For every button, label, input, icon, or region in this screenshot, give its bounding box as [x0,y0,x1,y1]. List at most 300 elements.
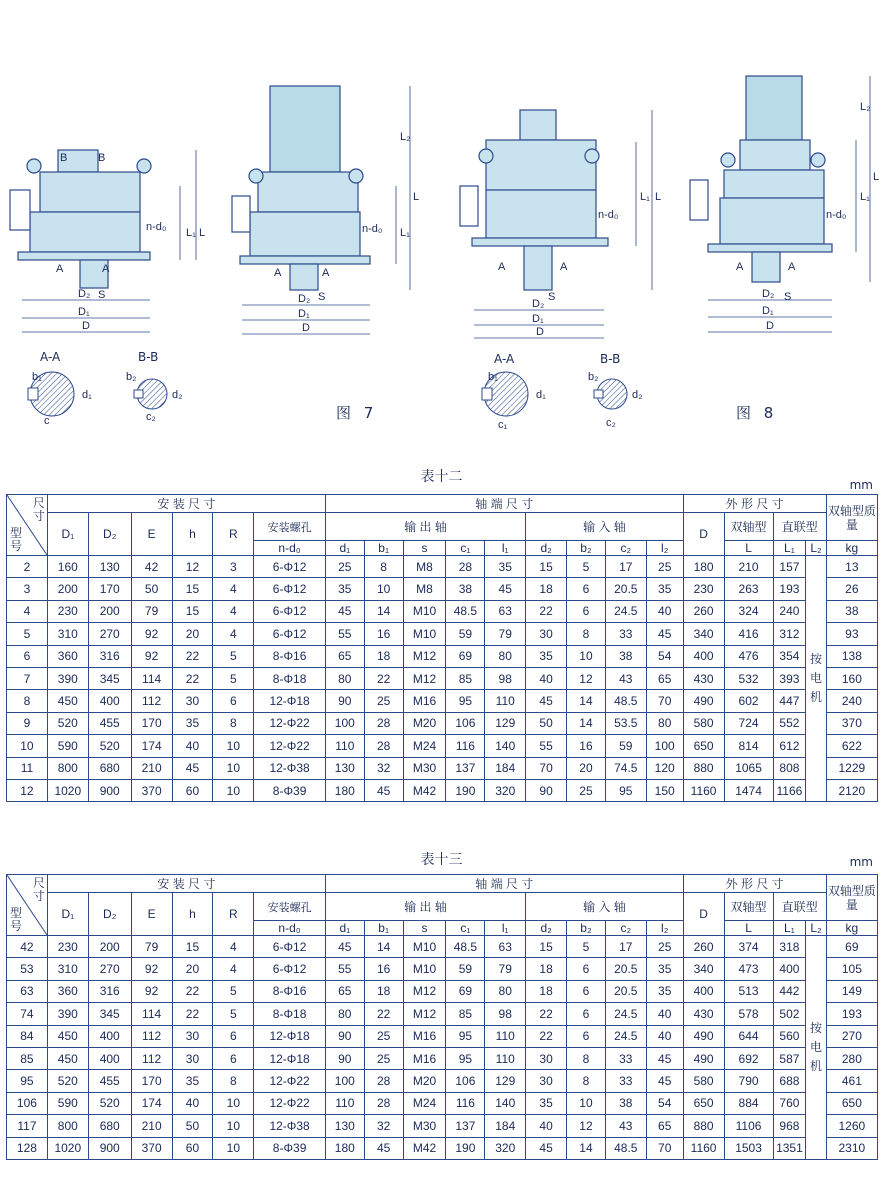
col-l2-in: l₂ [646,541,683,556]
value-cell: 65 [325,980,364,1002]
svg-text:b₂: b₂ [126,371,137,383]
value-cell: 92 [131,958,172,980]
value-cell: 70 [646,690,683,712]
value-cell: 587 [773,1047,806,1069]
table-row [7,1092,878,1114]
value-cell: 95 [446,1025,485,1047]
value-cell: 590 [47,1092,88,1114]
value-cell: 360 [47,980,88,1002]
svg-text:S: S [548,291,556,303]
value-cell: M42 [403,779,446,801]
model-cell: 9 [7,712,48,734]
table-row [7,936,878,958]
model-cell: 84 [7,1025,48,1047]
model-cell: 4 [7,600,48,622]
value-cell: M10 [403,623,446,645]
value-cell: 200 [47,578,88,600]
value-cell: 8 [567,1070,606,1092]
col-s: s [403,541,446,556]
value-cell: 455 [88,1070,131,1092]
value-cell: 106 [446,712,485,734]
value-cell: 18 [364,980,403,1002]
value-cell: 20.5 [605,578,646,600]
col-b2: b₂ [567,921,606,936]
value-cell: 520 [88,735,131,757]
value-cell: 17 [605,556,646,578]
svg-text:n-d₀: n-d₀ [146,221,167,233]
value-cell: 54 [646,1092,683,1114]
col-outline-d: D [683,893,724,936]
col-bolt-sub: n-d₀ [254,541,326,556]
header-inline: 直联型 [773,893,826,921]
col-bolt: 安装螺孔 [254,893,326,921]
value-cell: 110 [325,735,364,757]
table-row [7,1003,878,1025]
model-cell: 7 [7,667,48,689]
value-cell: 15 [526,556,567,578]
svg-text:D₁: D₁ [532,313,544,325]
col-outline-d: D [683,513,724,556]
header-output-shaft: 输 出 轴 [325,893,525,921]
value-cell: M16 [403,1047,446,1069]
section-label-bb-2: B-B [600,352,621,366]
value-cell: 1020 [47,779,88,801]
table-row [7,1025,878,1047]
value-cell: 65 [325,645,364,667]
value-cell: 45 [526,690,567,712]
svg-text:d₂: d₂ [172,389,183,401]
value-cell: 25 [567,779,606,801]
value-cell: 95 [605,779,646,801]
col-l1-out: l₁ [485,541,526,556]
table-row [7,980,878,1002]
value-cell: 8-Φ18 [254,1003,326,1025]
value-cell: 5 [213,667,254,689]
value-cell: 110 [325,1092,364,1114]
value-cell: 90 [325,690,364,712]
value-cell: 6-Φ12 [254,578,326,600]
value-cell: 28 [364,1092,403,1114]
value-cell: 310 [47,958,88,980]
value-cell: 260 [683,600,724,622]
model-cell: 117 [7,1115,48,1137]
value-cell: 30 [172,690,213,712]
col-c2: c₂ [605,541,646,556]
value-cell: 1503 [724,1137,773,1159]
header-shaft: 轴 端 尺 寸 [325,875,683,893]
value-cell: 513 [724,980,773,1002]
svg-text:d₁: d₁ [82,389,92,401]
col-length: L [724,541,773,556]
value-cell: 612 [773,735,806,757]
value-cell: 48.5 [446,600,485,622]
value-cell: 6 [213,1047,254,1069]
value-cell: 33 [605,623,646,645]
col-h: h [172,893,213,936]
motor-note-char: 机 [809,690,822,705]
value-cell: 400 [683,645,724,667]
svg-text:D: D [766,320,774,332]
value-cell: 110 [485,1047,526,1069]
value-cell: 10 [213,1092,254,1114]
value-cell: 90 [325,1025,364,1047]
value-cell: 40 [526,1115,567,1137]
value-cell: 650 [683,735,724,757]
svg-text:D: D [302,322,310,334]
header-mass: 双轴型质量 [826,875,877,921]
value-cell: 160 [47,556,88,578]
table-row [7,600,878,622]
value-cell: 1020 [47,1137,88,1159]
value-cell: 45 [646,1047,683,1069]
svg-text:n-d₀: n-d₀ [826,209,847,221]
section-label-aa-2: A-A [494,352,515,366]
value-cell: 50 [526,712,567,734]
value-cell: 92 [131,980,172,1002]
value-cell: 560 [773,1025,806,1047]
drawing-inline-7 [232,86,370,290]
col-b1: b₁ [364,921,403,936]
value-cell: 2310 [826,1137,877,1159]
value-cell: 98 [485,1003,526,1025]
value-cell: 790 [724,1070,773,1092]
value-cell: 6 [567,1025,606,1047]
value-cell: 240 [773,600,806,622]
value-cell: 808 [773,757,806,779]
value-cell: 30 [172,1047,213,1069]
col-d1: D₁ [47,513,88,556]
value-cell: 210 [724,556,773,578]
value-cell: 578 [724,1003,773,1025]
value-cell: 552 [773,712,806,734]
value-cell: 280 [826,1047,877,1069]
value-cell: 520 [47,712,88,734]
col-length2: L₂ [806,921,826,936]
svg-text:L₂: L₂ [400,131,411,143]
value-cell: 28 [364,1070,403,1092]
value-cell: 30 [526,623,567,645]
header-install: 安 装 尺 寸 [47,495,325,513]
value-cell: 270 [88,623,131,645]
value-cell: 1229 [826,757,877,779]
col-e: E [131,513,172,556]
value-cell: M20 [403,1070,446,1092]
value-cell: 140 [485,1092,526,1114]
value-cell: 92 [131,623,172,645]
value-cell: 814 [724,735,773,757]
model-cell: 53 [7,958,48,980]
svg-text:B: B [60,152,68,164]
value-cell: 644 [724,1025,773,1047]
value-cell: 137 [446,757,485,779]
col-mass-unit: kg [826,541,877,556]
value-cell: 1166 [773,779,806,801]
value-cell: M16 [403,1025,446,1047]
value-cell: 490 [683,690,724,712]
value-cell: 370 [131,1137,172,1159]
value-cell: 8-Φ39 [254,779,326,801]
svg-text:D: D [536,326,544,338]
col-mass-unit: kg [826,921,877,936]
value-cell: 35 [646,980,683,1002]
value-cell: 1106 [724,1115,773,1137]
svg-text:L₁: L₁ [186,227,196,239]
value-cell: 90 [526,779,567,801]
header-outline: 外 形 尺 寸 [683,495,826,513]
value-cell: 692 [724,1047,773,1069]
drawing-inline-8 [690,76,832,282]
motor-note-char: 电 [809,1039,822,1054]
header-double: 双轴型 [724,513,773,541]
value-cell: 590 [47,735,88,757]
col-length2: L₂ [806,541,826,556]
value-cell: 430 [683,667,724,689]
svg-text:A: A [736,261,744,273]
model-cell: 2 [7,556,48,578]
value-cell: 6-Φ12 [254,958,326,980]
value-cell: 18 [526,958,567,980]
value-cell: 393 [773,667,806,689]
value-cell: 184 [485,757,526,779]
svg-text:S: S [318,291,326,303]
col-d2-in: d₂ [526,921,567,936]
section-label-aa-1: A-A [40,350,61,364]
corner-model-label: 型号 [10,526,23,553]
value-cell: 4 [213,578,254,600]
value-cell: 22 [364,1003,403,1025]
svg-text:b₁: b₁ [32,371,42,383]
value-cell: 318 [773,936,806,958]
value-cell: 45 [526,1137,567,1159]
value-cell: 180 [683,556,724,578]
col-bolt: 安装螺孔 [254,513,326,541]
value-cell: 6 [567,578,606,600]
value-cell: 20.5 [605,958,646,980]
value-cell: 900 [88,779,131,801]
value-cell: 680 [88,1115,131,1137]
value-cell: M30 [403,757,446,779]
col-d2: D₂ [88,893,131,936]
value-cell: 16 [364,958,403,980]
value-cell: 22 [526,1003,567,1025]
value-cell: 48.5 [605,1137,646,1159]
svg-text:b₁: b₁ [488,371,498,383]
svg-text:A: A [560,261,568,273]
value-cell: 69 [826,936,877,958]
value-cell: M16 [403,690,446,712]
value-cell: 50 [131,578,172,600]
value-cell: 447 [773,690,806,712]
svg-text:c₂: c₂ [146,411,156,423]
value-cell: 69 [446,980,485,1002]
value-cell: 5 [213,980,254,1002]
value-cell: 60 [172,1137,213,1159]
table13-title: 表十三 [420,852,463,868]
value-cell: 12-Φ38 [254,1115,326,1137]
value-cell: 5 [213,1003,254,1025]
value-cell: 180 [325,779,364,801]
value-cell: 310 [47,623,88,645]
model-cell: 10 [7,735,48,757]
header-install: 安 装 尺 寸 [47,875,325,893]
value-cell: 450 [47,1025,88,1047]
drawing-double-shaft-8 [460,110,608,290]
col-h: h [172,513,213,556]
svg-text:L: L [413,191,420,203]
table13-body [7,936,878,1160]
col-c1: c₁ [446,921,485,936]
value-cell: 450 [47,690,88,712]
value-cell: 4 [213,958,254,980]
value-cell: 170 [131,1070,172,1092]
value-cell: 25 [646,556,683,578]
col-bolt-sub: n-d₀ [254,921,326,936]
table-row [7,712,878,734]
value-cell: M10 [403,936,446,958]
value-cell: 230 [47,936,88,958]
value-cell: 30 [172,1025,213,1047]
value-cell: 1065 [724,757,773,779]
value-cell: 35 [646,578,683,600]
value-cell: 40 [646,1003,683,1025]
value-cell: 650 [826,1092,877,1114]
value-cell: 14 [364,600,403,622]
svg-text:A: A [788,261,796,273]
value-cell: 28 [364,735,403,757]
value-cell: 390 [47,1003,88,1025]
model-cell: 5 [7,623,48,645]
value-cell: 112 [131,1025,172,1047]
col-d2: D₂ [88,513,131,556]
value-cell: 24.5 [605,600,646,622]
value-cell: 110 [485,690,526,712]
value-cell: 15 [172,578,213,600]
value-cell: 12-Φ22 [254,735,326,757]
value-cell: 502 [773,1003,806,1025]
value-cell: 160 [826,667,877,689]
svg-text:d₁: d₁ [536,389,546,401]
value-cell: 680 [88,757,131,779]
value-cell: 800 [47,757,88,779]
value-cell: 70 [646,1137,683,1159]
svg-text:A: A [56,263,64,275]
value-cell: 270 [826,1025,877,1047]
drawing-double-shaft-7 [10,150,151,288]
value-cell: M12 [403,1003,446,1025]
value-cell: 900 [88,1137,131,1159]
value-cell: 45 [646,623,683,645]
value-cell: 490 [683,1025,724,1047]
table-row [7,1070,878,1092]
value-cell: 28 [364,712,403,734]
table-row [7,958,878,980]
value-cell: 1160 [683,1137,724,1159]
col-s: s [403,921,446,936]
value-cell: 320 [485,1137,526,1159]
svg-text:A: A [102,263,110,275]
table-row [7,757,878,779]
value-cell: 140 [485,735,526,757]
value-cell: M20 [403,712,446,734]
value-cell: 129 [485,712,526,734]
col-l2-in: l₂ [646,921,683,936]
value-cell: 354 [773,645,806,667]
value-cell: 345 [88,667,131,689]
col-b1: b₁ [364,541,403,556]
value-cell: 114 [131,667,172,689]
value-cell: 800 [47,1115,88,1137]
value-cell: 18 [526,980,567,1002]
value-cell: 8-Φ18 [254,667,326,689]
table13 [6,874,878,1160]
value-cell: 129 [485,1070,526,1092]
value-cell: 450 [47,1047,88,1069]
col-c1: c₁ [446,541,485,556]
value-cell: 400 [88,1047,131,1069]
value-cell: 120 [646,757,683,779]
value-cell: 320 [485,779,526,801]
value-cell: 17 [605,936,646,958]
col-l1-out: l₁ [485,921,526,936]
svg-text:c: c [44,415,50,427]
value-cell: 98 [485,667,526,689]
model-cell: 8 [7,690,48,712]
value-cell: 54 [646,645,683,667]
value-cell: 360 [47,645,88,667]
corner-model-label: 型号 [10,906,23,933]
value-cell: 724 [724,712,773,734]
value-cell: 38 [446,578,485,600]
value-cell: 35 [646,958,683,980]
value-cell: 40 [646,1025,683,1047]
value-cell: 400 [683,980,724,1002]
table-row [7,735,878,757]
value-cell: 130 [325,757,364,779]
value-cell: 150 [646,779,683,801]
value-cell: 32 [364,757,403,779]
value-cell: 12 [567,1115,606,1137]
value-cell: 149 [826,980,877,1002]
value-cell: M10 [403,600,446,622]
value-cell: 40 [526,667,567,689]
value-cell: 430 [683,1003,724,1025]
table12-body [7,556,878,802]
motor-note-char: 机 [809,1058,822,1073]
value-cell: 79 [485,623,526,645]
col-d1-out: d₁ [325,541,364,556]
value-cell: 45 [646,1070,683,1092]
value-cell: 8 [213,712,254,734]
value-cell: 105 [826,958,877,980]
value-cell: 312 [773,623,806,645]
table-row [7,779,878,801]
value-cell: 59 [446,623,485,645]
value-cell: 43 [605,667,646,689]
motor-note-cell [806,556,826,802]
header-mass: 双轴型质量 [826,495,877,541]
svg-text:D₁: D₁ [78,306,90,318]
value-cell: 14 [567,712,606,734]
value-cell: 65 [646,1115,683,1137]
value-cell: 1351 [773,1137,806,1159]
value-cell: 95 [446,1047,485,1069]
svg-text:D: D [82,320,90,332]
col-r: R [213,893,254,936]
col-d1: D₁ [47,893,88,936]
value-cell: 79 [131,936,172,958]
value-cell: 40 [172,1092,213,1114]
value-cell: 473 [724,958,773,980]
